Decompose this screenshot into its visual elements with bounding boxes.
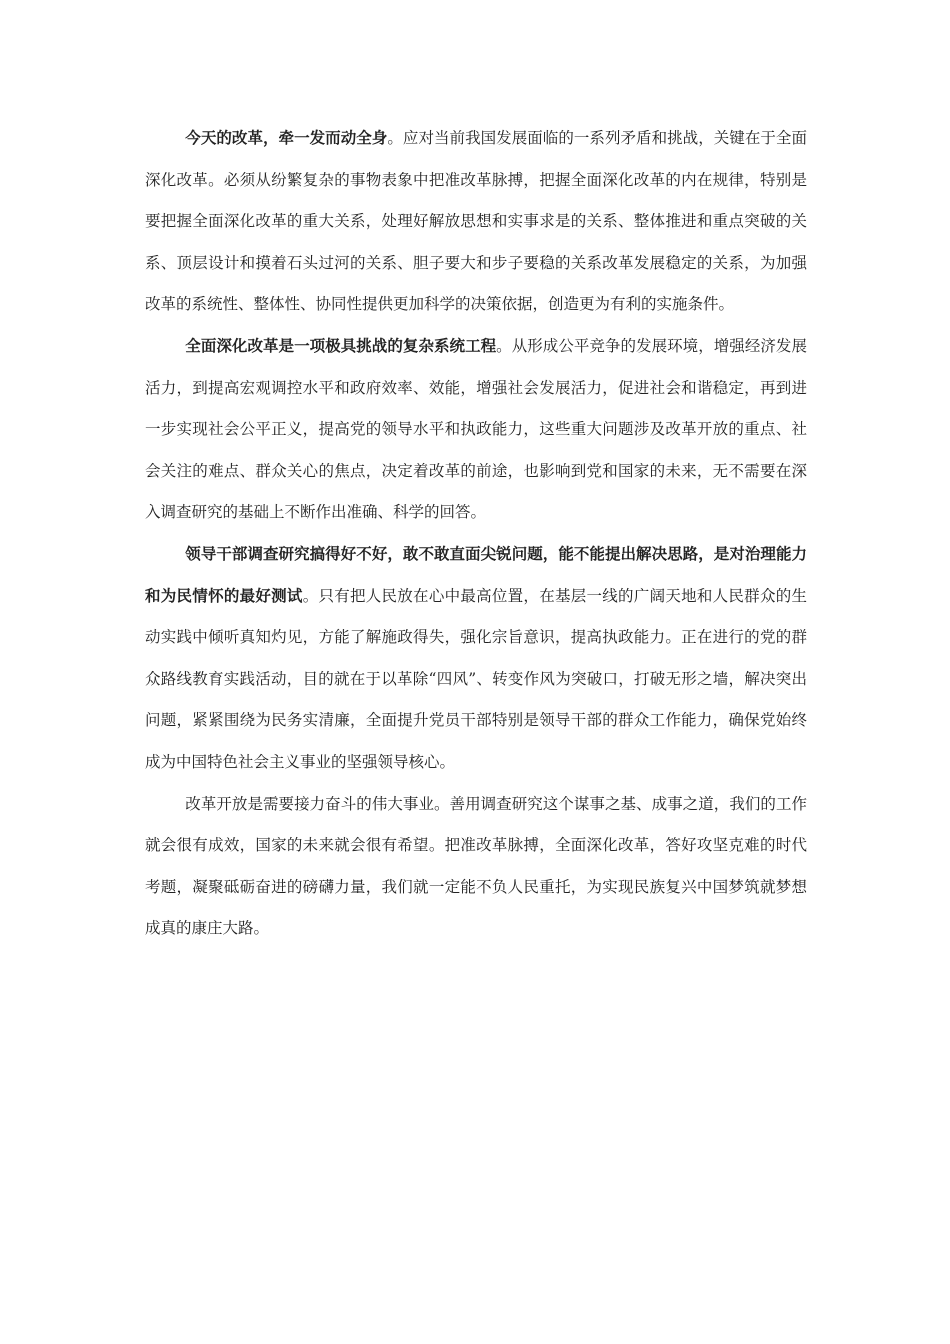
paragraph-2-lead: 全面深化改革是一项极具挑战的复杂系统工程	[185, 336, 497, 355]
paragraph-3	[145, 534, 807, 784]
paragraph-1-body: 。应对当前我国发展面临的一系列矛盾和挑战，关键在于全面深化改革。必须从纷繁复杂的事物表象中把准改革脉搏，把握全面深化改革的内在规律，特别是要把握全面深化改革的重大关系，处理好解放思想和实事求是的关系、整体推进和重点突破的关系、顶层设计和摸着石头过河的关系、胆子要大和步子要稳的关系改革发展稳定的关系，为加强改革的系统性、整体性、协同性提供更加科学的决策依据，创造更为有利的实施条件。	[145, 129, 807, 314]
paragraph-1	[145, 118, 807, 326]
paragraph-3-lead: 领导干部调查研究搞得好不好，敢不敢直面尖锐问题，能不能提出解决思路，是对治理能力和为民情怀的最好测试	[145, 544, 807, 605]
paragraph-4	[145, 784, 807, 950]
paragraph-4-body: 改革开放是需要接力奋斗的伟大事业。善用调查研究这个谋事之基、成事之道，我们的工作就会很有成效，国家的未来就会很有希望。把准改革脉搏，全面深化改革，答好攻坚克难的时代考题，凝聚砥砺奋进的磅礴力量，我们就一定能不负人民重托，为实现民族复兴中国梦筑就梦想成真的康庄大路。	[145, 794, 807, 938]
paragraph-1-lead: 今天的改革，牵一发而动全身	[185, 129, 388, 147]
paragraph-2	[145, 326, 807, 534]
document-page	[145, 118, 807, 950]
paragraph-3-body: 。只有把人民放在心中最高位置，在基层一线的广阔天地和人民群众的生动实践中倾听真知灼见，方能了解施政得失，强化宗旨意识，提高执政能力。正在进行的党的群众路线教育实践活动，目的就在于以革除“四风”、转变作风为突破口，打破无形之墙，解决突出问题，紧紧围绕为民务实清廉，全面提升党员干部特别是领导干部的群众工作能力，确保党始终成为中国特色社会主义事业的坚强领导核心。	[145, 586, 807, 771]
paragraph-2-body: 。从形成公平竞争的发展环境，增强经济发展活力，到提高宏观调控水平和政府效率、效能，增强社会发展活力，促进社会和谐稳定，再到进一步实现社会公平正义，提高党的领导水平和执政能力，这些重大问题涉及改革开放的重点、社会关注的难点、群众关心的焦点，决定着改革的前途，也影响到党和国家的未来，无不需要在深入调查研究的基础上不断作出准确、科学的回答。	[145, 336, 807, 522]
